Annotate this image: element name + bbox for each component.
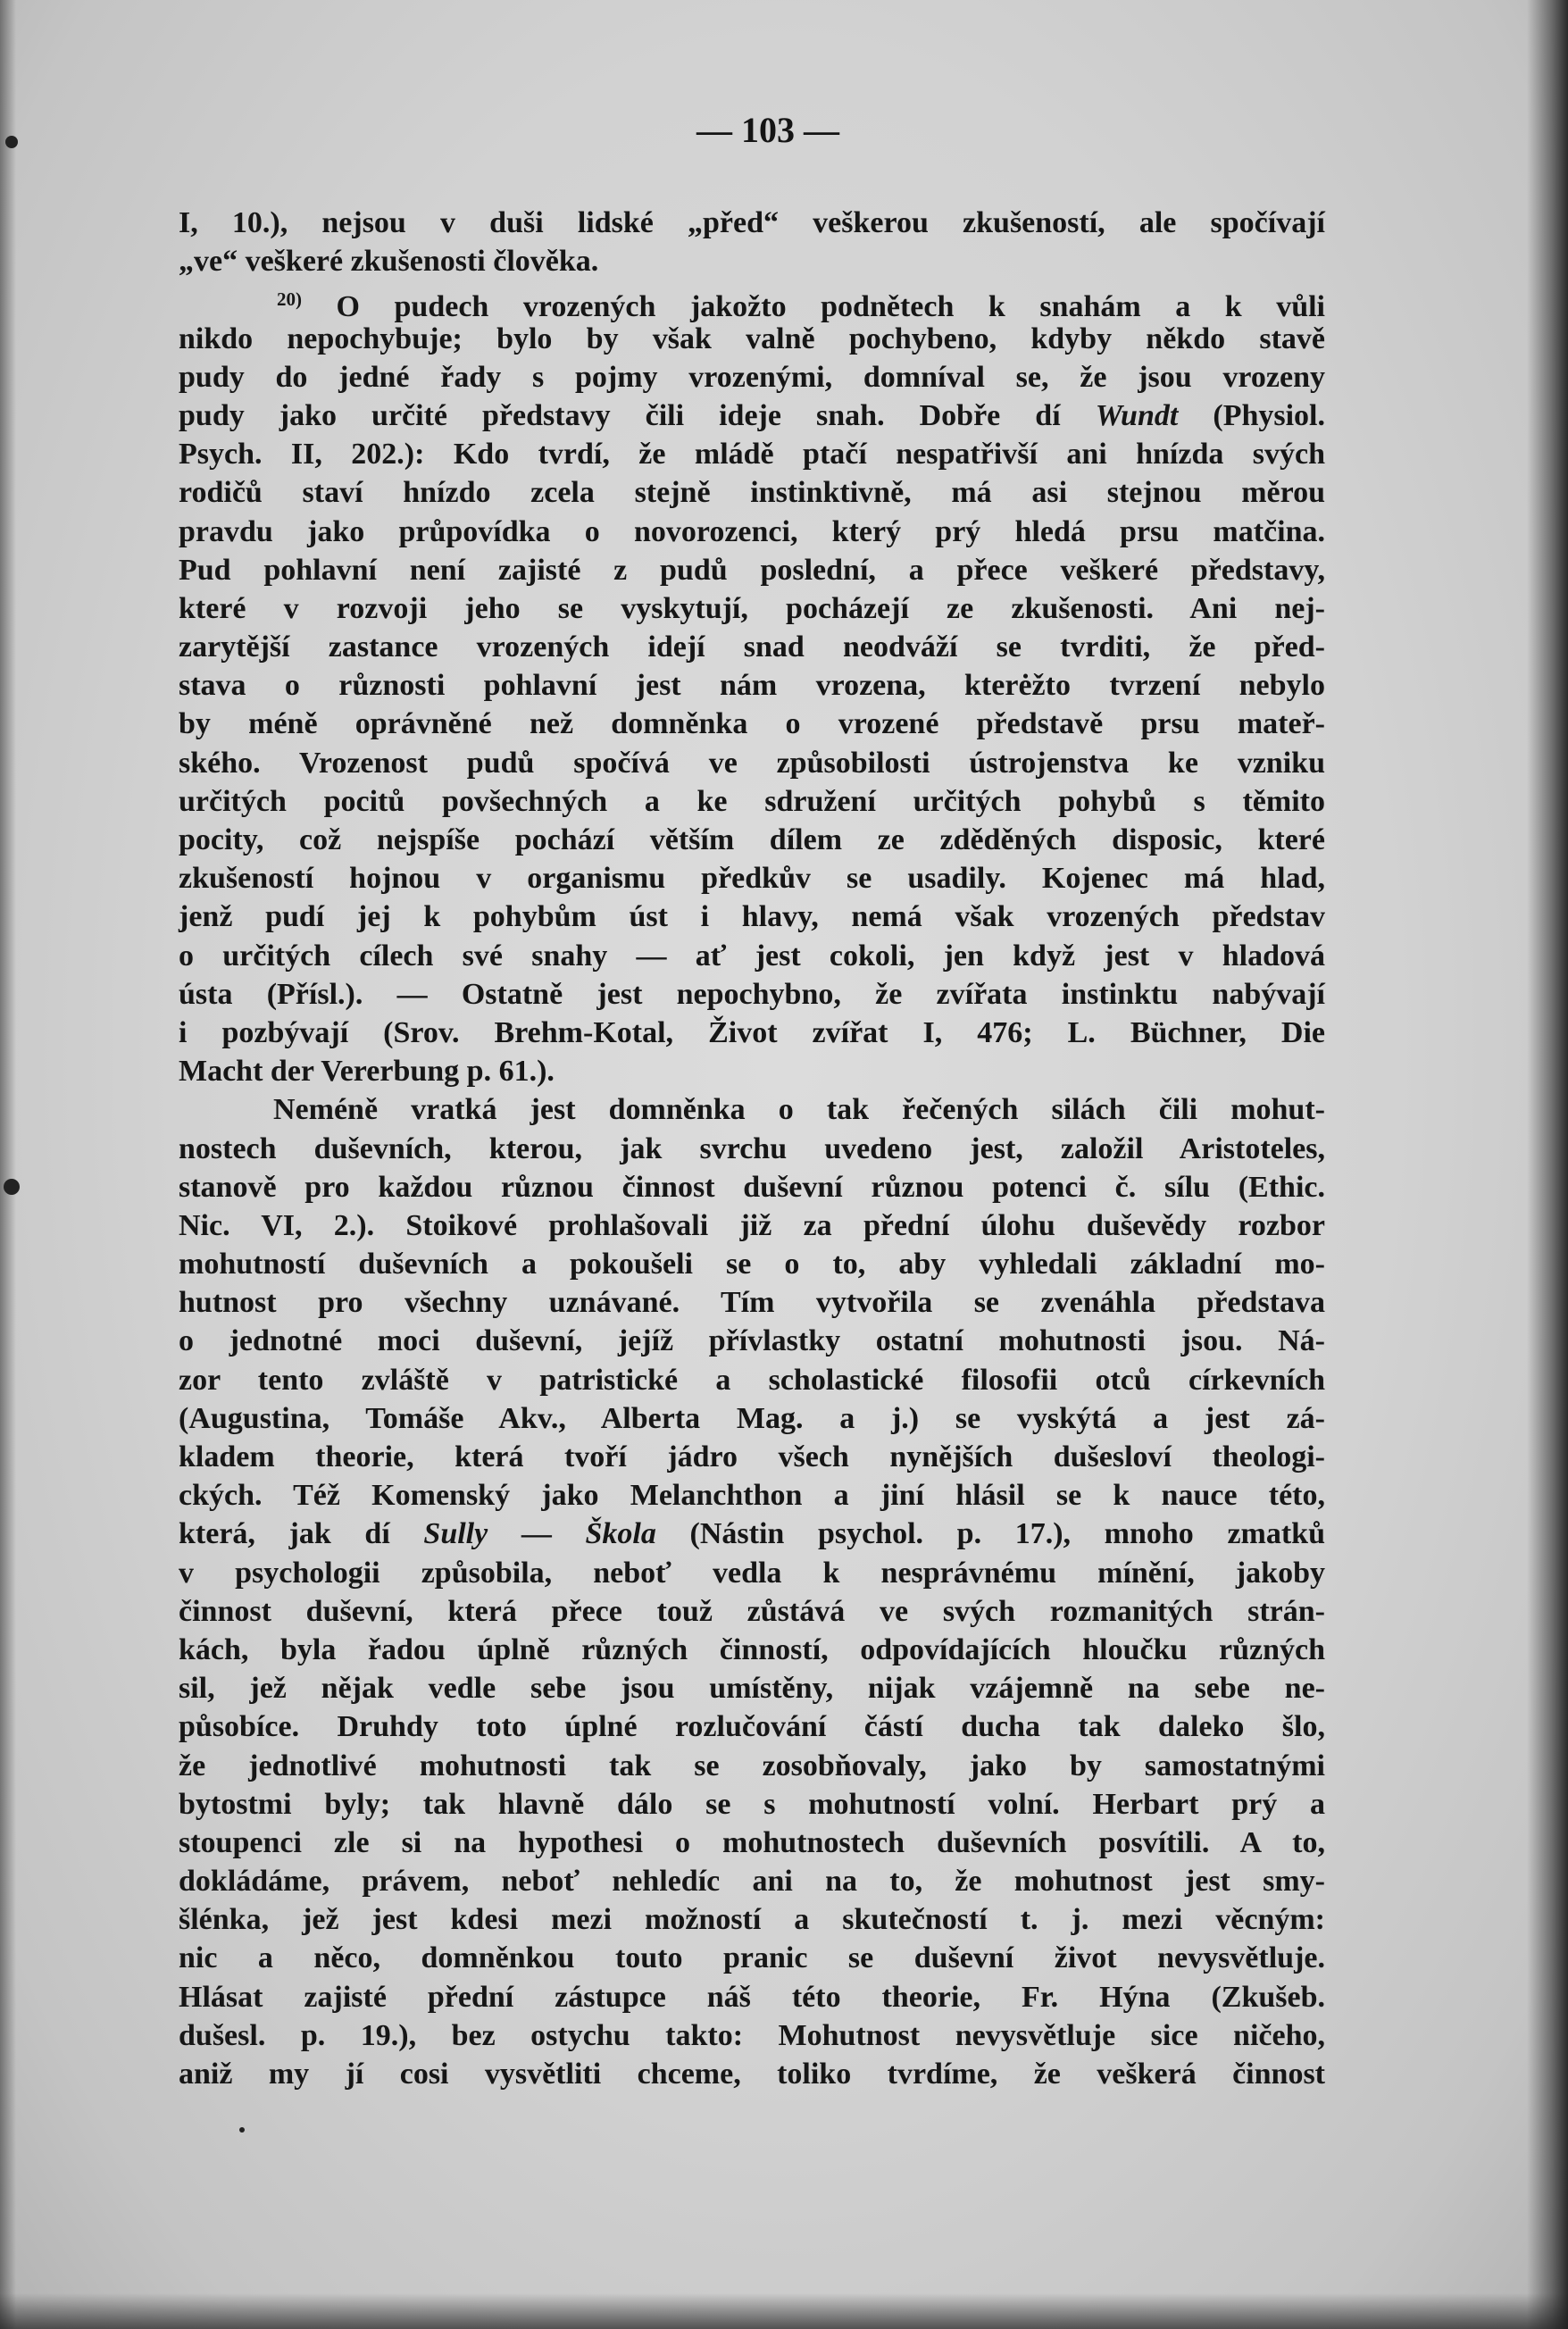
- scan-speck: [239, 2127, 245, 2133]
- text-line: šlénka, jež jest kdesi mezi možností a skutečností t. j. mezi věcným:: [179, 1903, 1325, 1937]
- footnote-number: 20): [277, 288, 302, 311]
- text-line: stanově pro každou různou činnost duševní různou potenci č. sílu (Ethic.: [179, 1170, 1325, 1204]
- text-line: že jednotlivé mohutnosti tak se zosobňovaly, jako by samostatnými: [179, 1749, 1325, 1782]
- text-line: o jednotné moci duševní, jejíž přívlastky ostatní mohutnosti jsou. Ná-: [179, 1324, 1325, 1358]
- body-text: [179, 204, 1325, 2093]
- scan-speck: [4, 1179, 20, 1195]
- text-line: ského. Vrozenost pudů spočívá ve způsobilosti ústrojenstva ke vzniku: [179, 746, 1325, 780]
- text-line: stava o různosti pohlavní jest nám vrozena, kterėžto tvrzení nebylo: [179, 669, 1325, 703]
- page-edge-shadow-right: [1527, 0, 1568, 2329]
- text-line: určitých pocitů povšechných a ke sdružení určitých pohybů s těmito: [179, 784, 1325, 818]
- text-line: Neméně vratká jest domněnka o tak řečených silách čili mohut-: [273, 1093, 1325, 1127]
- text-line: mohutností duševních a pokoušeli se o to, aby vyhledali základní mo-: [179, 1248, 1325, 1281]
- text-line: sil, jež nějak vedle sebe jsou umístěny, nijak vzájemně na sebe ne-: [179, 1672, 1325, 1706]
- text-line: působíce. Druhdy toto úplné rozlučování částí ducha tak daleko šlo,: [179, 1710, 1325, 1744]
- text-line: pravdu jako průpovídka o novorozenci, který prý hledá prsu matčina.: [179, 514, 1325, 548]
- text-line: $^{20)}$ O pudech vrozených jakožto podnětech k snahám a k vůli: [277, 288, 1325, 324]
- text-line: aniž my jí cosi vysvětliti chceme, toliko tvrdíme, že veškerá činnost: [179, 2058, 1325, 2091]
- text-line: zor tento zvláště v patristické a scholastické filosofii otců církevních: [179, 1363, 1325, 1397]
- text-line: které v rozvoji jeho se vyskytují, pocházejí ze zkušenosti. Ani nej-: [179, 591, 1325, 625]
- text-line: Pud pohlavní není zajisté z pudů poslední, a přece veškeré představy,: [179, 553, 1325, 587]
- text-line: dokládáme, právem, neboť nehledíc ani na to, že mohutnost jest smy-: [179, 1865, 1325, 1899]
- text-line: rodičů staví hnízdo zcela stejně instinktivně, má asi stejnou měrou: [179, 476, 1325, 510]
- author-name: Wundt: [1095, 398, 1179, 432]
- text-line: Nic. VI, 2.). Stoikové prohlašovali již za přední úlohu duševědy rozbor: [179, 1208, 1325, 1242]
- page-number: — 103 —: [696, 110, 839, 150]
- text-line: pudy do jedné řady s pojmy vrozenými, domníval se, že jsou vrozeny: [179, 360, 1325, 394]
- text-line: dušesl. p. 19.), bez ostychu takto: Mohutnost nevysvětluje sice ničeho,: [179, 2018, 1325, 2052]
- text-line: nostech duševních, kterou, jak svrchu uvedeno jest, založil Aristoteles,: [179, 1131, 1325, 1165]
- text-line: pudy jako určité představy čili ideje snah. Dobře dí Wundt (Physiol.: [179, 398, 1325, 432]
- text-line: Macht der Vererbung p. 61.).: [179, 1055, 555, 1089]
- text-line: nikdo nepochybuje; bylo by však valně pochybeno, kdyby někdo stavě: [179, 321, 1325, 355]
- text-line: kách, byla řadou úplně různých činností, odpovídajících hloučku různých: [179, 1632, 1325, 1666]
- page-edge-shadow-bottom: [0, 2293, 1568, 2329]
- text-line: zarytější zastance vrozených idejí snad neodváží se tvrditi, že před-: [179, 630, 1325, 664]
- text-line: „ve“ veškeré zkušenosti člověka.: [179, 245, 599, 279]
- text-line: kladem theorie, která tvoří jádro všech nynějších dušesloví theologi-: [179, 1440, 1325, 1473]
- text-line: jenž pudí jej k pohybům úst i hlavy, nemá však vrozených představ: [179, 900, 1325, 934]
- text-line: ústa (Přísl.). — Ostatně jest nepochybno, že zvířata instinktu nabývají: [179, 977, 1325, 1011]
- text-line: by méně oprávněné než domněnka o vrozené představě prsu mateř-: [179, 707, 1325, 741]
- text-line: nic a něco, domněnkou touto pranic se duševní život nevysvětluje.: [179, 1941, 1325, 1975]
- text-line: která, jak dí Sully — Škola (Nástin psychol. p. 17.), mnoho zmatků: [179, 1517, 1326, 1551]
- text-line: Psych. II, 202.): Kdo tvrdí, že mládě ptačí nespatřivší ani hnízda svých: [179, 438, 1325, 472]
- author-name: Škola: [585, 1517, 656, 1551]
- text-line: I, 10.), nejsou v duši lidské „před“ veškerou zkušeností, ale spočívají: [179, 206, 1325, 239]
- text-line: i pozbývají (Srov. Brehm-Kotal, Život zvířat I, 476; L. Büchner, Die: [179, 1015, 1325, 1049]
- text-line: o určitých cílech své snahy — ať jest cokoli, jen když jest v hladová: [179, 939, 1325, 973]
- text-line: zkušeností hojnou v organismu předkův se usadily. Kojenec má hlad,: [179, 862, 1325, 896]
- text-line: (Augustina, Tomáše Akv., Alberta Mag. a j.) se vyskýtá a jest zá-: [179, 1401, 1325, 1435]
- text-line: stoupenci zle si na hypothesi o mohutnostech duševních posvítili. A to,: [179, 1825, 1325, 1859]
- author-name: Sully: [423, 1517, 488, 1551]
- page-edge-shadow-left: [0, 0, 16, 2329]
- text-line: pocity, což nejspíše pochází větším dílem ze zděděných disposic, které: [179, 823, 1325, 856]
- text-line: hutnost pro všechny uznávané. Tím vytvořila se zvenáhla představa: [179, 1286, 1325, 1320]
- text-line: bytostmi byly; tak hlavně dálo se s mohutností volní. Herbart prý a: [179, 1787, 1325, 1821]
- text-line: činnost duševní, která přece touž zůstává ve svých rozmanitých strán-: [179, 1594, 1325, 1628]
- text-line: v psychologii způsobila, neboť vedla k nesprávnému mínění, jakoby: [179, 1556, 1325, 1590]
- text-line: ckých. Též Komenský jako Melanchthon a jiní hlásil se k nauce této,: [179, 1479, 1325, 1513]
- text-line: Hlásat zajisté přední zástupce náš této theorie, Fr. Hýna (Zkušeb.: [179, 1980, 1325, 2014]
